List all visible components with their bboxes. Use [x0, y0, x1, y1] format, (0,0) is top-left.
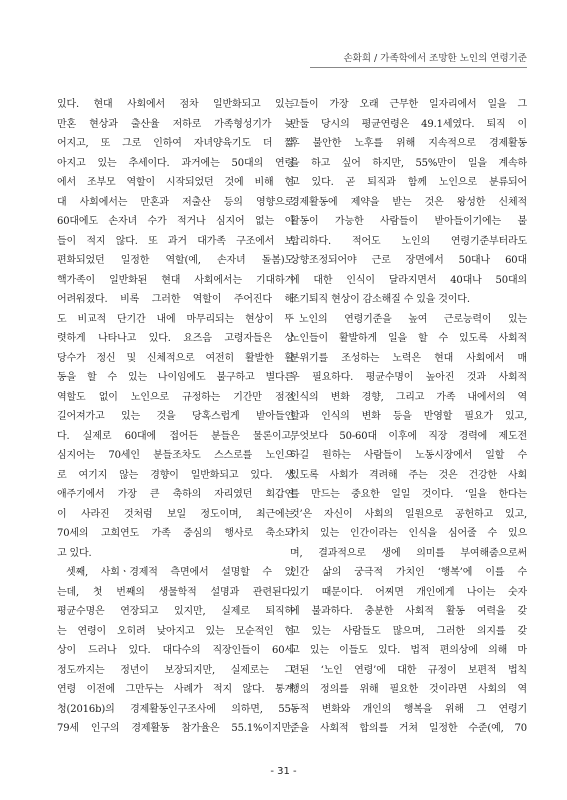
text-line: 할과 인식의 변화 등을 반영할 필요가 있고, — [290, 411, 527, 422]
text-line: 활동이 가능한 사람들이 받아들이기에는 불 — [290, 216, 527, 227]
text-line: 이 사라진 것처럼 보일 정도이며, 최근에는 — [57, 508, 294, 520]
text-line: 에 대한 인식이 달라지면서 40대나 50대의 — [290, 274, 527, 286]
text-line: 그들이 가장 오래 근무한 일자리에서 일을 그 — [290, 99, 527, 110]
text-line: 경제활동에 제약을 받는 것은 왕성한 신체적 — [290, 196, 527, 208]
text-line: 을 하고 싶어 하지만, 55%만이 일을 계속하 — [290, 157, 527, 169]
text-line: 는 연령이 오히려 낮아지고 있는 모순적인 현 — [57, 625, 294, 637]
text-line: 준을 사회적 합의를 거쳐 일정한 수준(예, 70 — [290, 723, 527, 734]
text-line: 합리하다. 적어도 노인의 연령기준부터라도 — [290, 235, 527, 247]
text-line: 핵가족이 일반화된 현대 사회에서는 기대하기 — [57, 274, 294, 286]
text-line: 가치 있는 인간이라는 인식을 심어줄 수 있으 — [290, 528, 527, 539]
header-rule — [310, 67, 527, 68]
text-line: 60대에도 손자녀 수가 적거나 심지어 없는 이 — [57, 216, 294, 227]
text-line: 에 불과하다. 충분한 사회적 활동 여력을 갖 — [290, 606, 527, 617]
text-line: 심지어는 70세인 분들조차도 스스로를 노인으 — [57, 450, 294, 461]
page-number: - 31 - — [270, 766, 297, 777]
text-line: 만둘 당시의 평균연령은 49.1세였다. 퇴직 이 — [290, 118, 527, 130]
text-line: 어지고, 또 그로 인하여 자녀양육기도 더 짧 — [57, 138, 294, 149]
text-line: 하길 원하는 사람들이 노동시장에서 일할 수 — [290, 450, 527, 461]
text-line: 동적 변화와 개인의 행복을 위해 그 연령기 — [290, 703, 527, 715]
text-line: 도 비교적 단기간 내에 마무리되는 현상이 뚜 — [57, 313, 294, 325]
text-line: 고 있다. — [57, 547, 92, 559]
text-line: 노인의 연령기준을 높여 근로능력이 있는 — [299, 313, 527, 325]
text-line: 청(2016b)의 경제활동인구조사에 의하면, 55- — [57, 703, 294, 715]
text-line: 70세의 고희연도 가족 중심의 행사로 축소되 — [57, 528, 294, 539]
text-line: 고 있는 이들도 있다. 법적 편의상에 의해 마 — [290, 645, 527, 656]
text-line: 다. 실제로 60대에 접어든 분들은 물론이고, — [57, 430, 294, 442]
text-line: 를 만드는 중요한 일일 것이다. ‘일을 한다는 — [290, 489, 527, 500]
text-line: 는데, 첫 번째의 생물학적 설명과 관련된다. — [57, 586, 294, 598]
text-line: 있다. 현대 사회에서 점차 일반화되고 있는 — [57, 99, 294, 110]
text-line: 행의 정의를 위해 필요한 것이라면 사회의 역 — [290, 684, 527, 695]
text-line: 역할도 없이 노인으로 규정하는 기간만 점점 — [57, 391, 294, 403]
text-line: 편화되었던 일정한 역할(예, 손자녀 돌봄)도 — [57, 255, 294, 266]
text-line: 상향조정되어야 근로 장면에서 50대나 60대 — [290, 255, 527, 266]
text-line: 동을 할 수 있는 나이임에도 불구하고 별다른 — [57, 372, 294, 383]
text-line: 며, 결과적으로 생에 의미를 부여해줌으로써 — [290, 547, 527, 559]
text-line: 길어져가고 있는 것을 당혹스럽게 받아들인 — [57, 411, 294, 422]
text-line: 련된 ‘노인 연령’에 대한 규정이 보편적 법칙 — [290, 664, 527, 676]
text-line: 있도록 사회가 격려해 주는 것은 건강한 사회 — [290, 469, 527, 481]
text-line: 어려워졌다. 비록 그러한 역할이 주어진다 해 — [57, 294, 294, 305]
text-line: 에서 조부모 역할이 시작되었던 것에 비해 현 — [57, 177, 294, 188]
text-line: 인식의 변화 경향, 그리고 가족 내에서의 역 — [290, 391, 527, 403]
text-line: 분위기를 조성하는 노력은 현대 사회에서 매 — [290, 352, 527, 364]
text-line: 만혼 현상과 출산율 저하로 가족형성기가 늦 — [57, 118, 294, 130]
text-line: 79세 인구의 경제활동 참가율은 55.1%이지만, — [57, 723, 294, 734]
text-line: 우 필요하다. 평균수명이 높아진 것과 사회적 — [290, 372, 527, 383]
running-header: 손화희 / 가족학에서 조망한 노인의 연령기준 — [343, 53, 527, 64]
right-text-column — [290, 95, 527, 739]
text-line: 셋째, 사회ㆍ경제적 측면에서 설명할 수 있 — [66, 567, 294, 578]
text-line: 상이 드러나 있다. 대다수의 직장인들이 60세 — [57, 645, 294, 656]
text-line: 것’은 자신이 사회의 일원으로 공헌하고 있고, — [290, 508, 527, 520]
text-line: 렷하게 나타나고 있다. 요즈음 고령자들은 상 — [57, 333, 294, 344]
text-line: 무엇보다 50-60대 이후에 직장 경력에 제도전 — [290, 430, 527, 442]
text-line: 평균수명은 연장되고 있지만, 실제로 퇴직하 — [57, 606, 294, 617]
text-line: 대 사회에서는 만혼과 저출산 등의 영향으로 — [57, 196, 294, 208]
text-line: 아지고 있는 추세이다. 과거에는 50대의 연령 — [57, 157, 294, 169]
text-line: 노인들이 활발하게 일을 할 수 있도록 사회적 — [290, 333, 527, 344]
text-line: 인간 삶의 궁극적 가치인 ‘행복’에 이를 수 — [290, 567, 527, 578]
text-line: 들이 적지 않다. 또 과거 대가족 구조에서 보 — [57, 235, 294, 247]
text-line: 있기 때문이다. 어찌면 개인에게 나이는 숫자 — [290, 586, 527, 598]
text-line: 연령 이전에 그만두는 사례가 적지 않다. 통계 — [57, 684, 294, 695]
left-text-column — [57, 95, 294, 739]
text-line: 애주기에서 가장 큰 축하의 자리였던 회갑연 — [57, 489, 294, 500]
text-line: 고 있다. 곧 퇴직과 함께 노인으로 분류되어 — [290, 177, 527, 188]
text-line: 로 여기지 않는 경향이 일반화되고 있다. 생 — [57, 469, 294, 481]
text-line: 조기퇴직 현상이 감소해질 수 있을 것이다. — [290, 294, 470, 305]
text-line: 후 불안한 노후를 위해 지속적으로 경제활동 — [290, 138, 527, 149]
text-line: 정도까지는 정년이 보장되지만, 실제로는 그 — [57, 664, 294, 676]
text-line: 고 있는 사람들도 많으며, 그러한 의지를 갖 — [290, 625, 527, 637]
text-line: 당수가 정신 및 신체적으로 여전히 활발한 활 — [57, 352, 294, 364]
